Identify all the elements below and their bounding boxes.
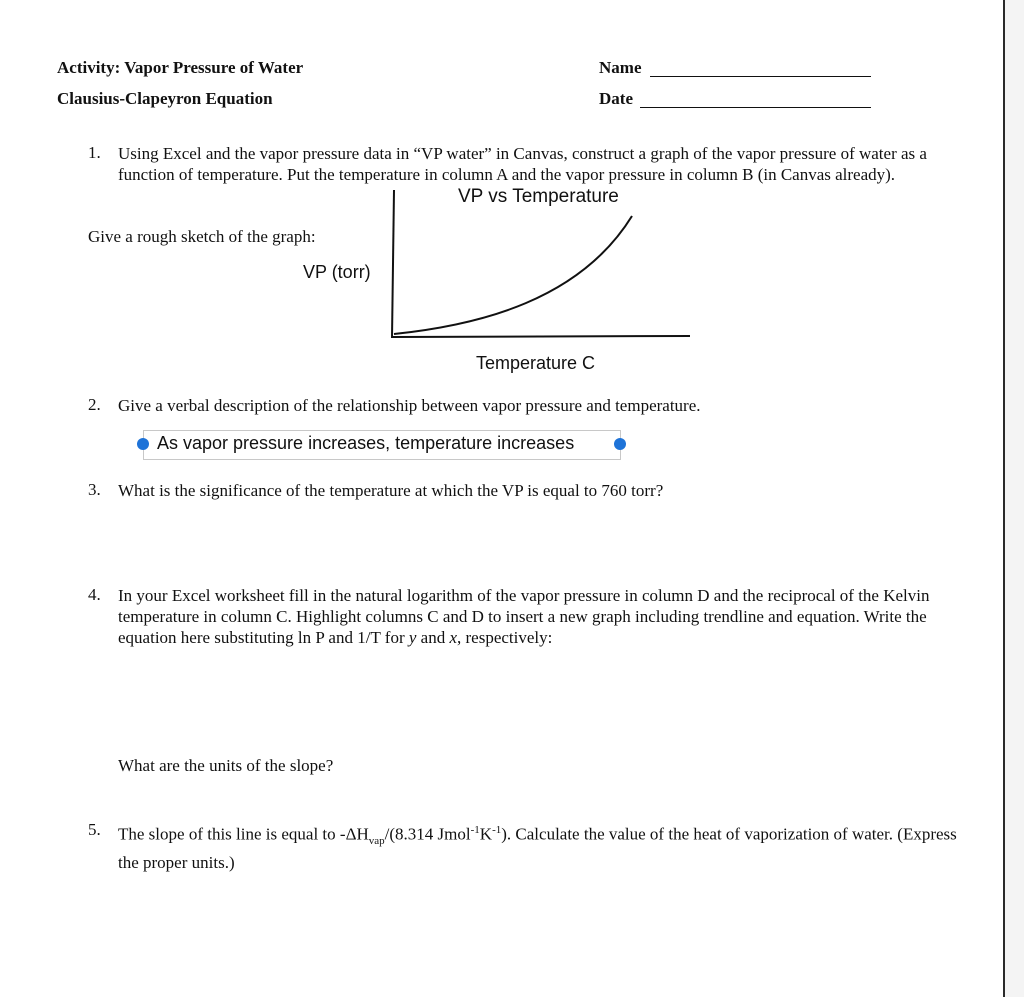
textbox-handle-left[interactable] [137, 438, 149, 450]
chart-xlabel: Temperature C [476, 353, 596, 373]
chart-y-axis [392, 190, 394, 338]
sketch-prompt: Give a rough sketch of the graph: [88, 227, 316, 246]
name-field[interactable] [650, 76, 871, 77]
date-label: Date [599, 89, 633, 108]
q4-text: In your Excel worksheet fill in the natural logarithm of the vapor pressure in column D and the reciprocal of the Kelvin temperature in column C. Highlight columns C and D to insert a new graph including trendline and equation. Write the equation here substituting ln P and 1/T for y and x, respectively: [118, 586, 930, 647]
page-edge [1003, 0, 1024, 997]
date-field[interactable] [640, 107, 871, 108]
chart-x-axis [392, 336, 690, 337]
name-label: Name [599, 58, 642, 77]
q5-text: The slope of this line is equal to $-\Delta H_{vap}/(8.314$ $Jmol^{-1}K^{-1}$). Calculate the value of the heat of vaporization of water. (Express the proper units.) [118, 824, 957, 873]
textbox-handle-right[interactable] [614, 438, 626, 450]
chart-curve-series-0 [394, 216, 632, 334]
units-prompt: What are the units of the slope? [118, 756, 334, 775]
chart-title: VP vs Temperature [458, 186, 619, 207]
q3-number: 3. [88, 480, 101, 499]
activity-title: Activity: Vapor Pressure of Water [57, 58, 304, 77]
chart-ylabel: VP (torr) [303, 262, 371, 282]
q2-number: 2. [88, 395, 101, 414]
q1-text: Using Excel and the vapor pressure data in “VP water” in Canvas, construct a graph of the vapor pressure of water as a function of temperature. Put the temperature in column A and the vapor pressure in column B (in Canvas already). [118, 144, 927, 184]
q5-number: 5. [88, 820, 101, 839]
activity-subtitle: Clausius-Clapeyron Equation [57, 89, 273, 108]
answer-2-text[interactable]: As vapor pressure increases, temperature increases [157, 433, 575, 453]
q3-text: What is the significance of the temperature at which the VP is equal to 760 torr? [118, 481, 664, 500]
q4-number: 4. [88, 585, 101, 604]
q2-text: Give a verbal description of the relationship between vapor pressure and temperature. [118, 396, 701, 415]
q1-number: 1. [88, 143, 101, 162]
sketch-chart [380, 180, 700, 350]
